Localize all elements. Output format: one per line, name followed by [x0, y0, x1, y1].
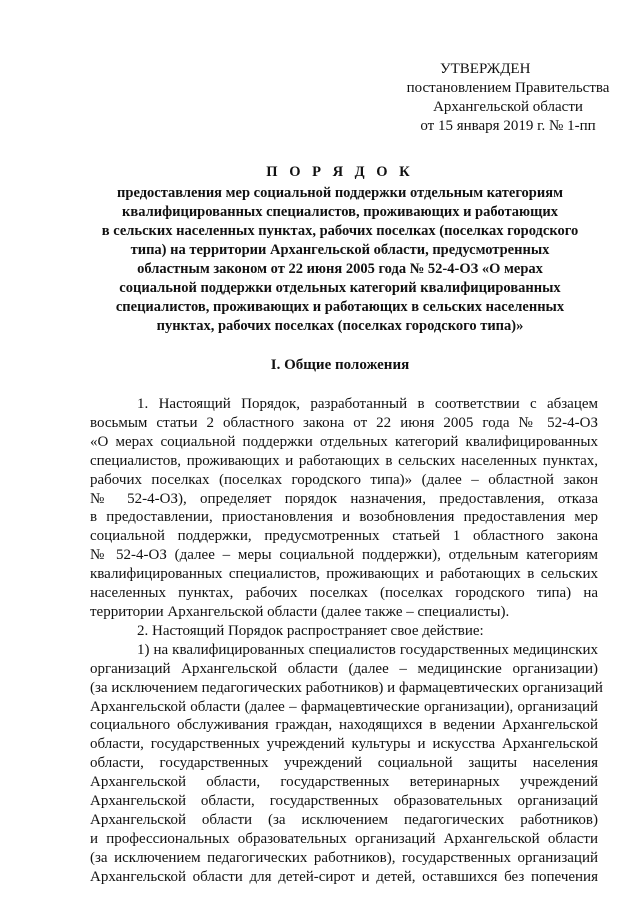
text-line: № 52-4-ОЗ), определяет порядок назначения, предоставления, отказа: [90, 490, 598, 507]
paragraph: [90, 622, 598, 641]
document-subtitle-line: в сельских населенных пунктах, рабочих поселках (поселках городского: [101, 223, 579, 239]
text-line: (за исключением педагогических работников), государственных организаций: [90, 849, 598, 866]
text-line: и профессиональных образовательных организаций Архангельской области: [90, 830, 598, 847]
text-line: социальной поддержки, предусмотренных статьей 1 областного закона: [90, 528, 598, 545]
text-line: «О мерах социальной поддержки отдельных категорий квалифицированных: [90, 433, 598, 450]
paragraph: [90, 641, 603, 887]
text-line: Архангельской области для детей-сирот и детей, оставшихся без попечения: [90, 868, 598, 885]
approval-line: от 15 января 2019 г. № 1-пп: [420, 118, 596, 134]
document-title: [90, 163, 590, 336]
document-subtitle-line: пунктах, рабочих поселках (поселках городского типа)»: [156, 318, 524, 334]
approval-line: Архангельской области: [433, 99, 583, 115]
approval-line: УТВЕРЖДЕН: [440, 61, 531, 77]
document-subtitle-line: квалифицированных специалистов, проживающих и работающих: [122, 204, 558, 220]
text-line: организаций Архангельской области (далее – медицинские организации): [90, 660, 598, 677]
text-line: (за исключением педагогических работников) и фармацевтических организаций: [90, 679, 603, 696]
text-line: социального обслуживания граждан, находящихся в ведении Архангельской: [90, 717, 598, 734]
text-line: квалифицированных специалистов, проживающих и работающих в сельских: [90, 566, 598, 583]
document-subtitle-line: типа) на территории Архангельской области, предусмотренных: [130, 242, 550, 258]
document-body: [90, 395, 603, 887]
approval-stamp: [388, 60, 628, 136]
text-line: территории Архангельской области (далее также – специалисты).: [90, 603, 510, 620]
text-line: населенных пунктах, рабочих поселках (поселках городского типа) на: [90, 585, 598, 602]
text-line: области, государственных учреждений социальной защиты населения: [90, 755, 598, 772]
document-main-title: П О Р Я Д О К: [266, 164, 414, 180]
text-line: № 52-4-ОЗ (далее – меры социальной поддержки), отдельным категориям: [90, 547, 598, 564]
document-subtitle-line: социальной поддержки отдельных категорий квалифицированных: [119, 280, 561, 296]
text-line: 2. Настоящий Порядок распространяет свое действие:: [137, 622, 484, 639]
text-line: 1) на квалифицированных специалистов государственных медицинских: [137, 641, 598, 658]
text-line: в предоставлении, приостановления и возобновления предоставления мер: [90, 509, 598, 526]
text-line: восьмым статьи 2 областного закона от 22 июня 2005 года № 52-4-ОЗ: [90, 414, 598, 431]
section-heading: I. Общие положения: [270, 357, 410, 373]
approval-line: постановлением Правительства: [406, 80, 610, 96]
paragraph: [90, 395, 598, 622]
text-line: специалистов, проживающих и работающих в сельских населенных пунктах,: [90, 452, 598, 469]
text-line: Архангельской области (далее – фармацевтические организации), организаций: [90, 698, 598, 715]
text-line: Архангельской области (за исключением педагогических работников): [90, 811, 598, 828]
document-subtitle-line: специалистов, проживающих и работающих в сельских населенных: [115, 299, 565, 315]
text-line: 1. Настоящий Порядок, разработанный в соответствии с абзацем: [137, 396, 598, 412]
document-subtitle-line: областным законом от 22 июня 2005 года № 52-4-ОЗ «О мерах: [137, 261, 543, 277]
text-line: рабочих поселках (поселках городского типа)» (далее – областной закон: [90, 471, 598, 488]
document-subtitle-line: предоставления мер социальной поддержки отдельным категориям: [117, 185, 563, 201]
text-line: Архангельской области, государственных образовательных организаций: [90, 793, 598, 810]
text-line: Архангельской области, государственных ветеринарных учреждений: [90, 774, 598, 791]
text-line: области, государственных учреждений культуры и искусства Архангельской: [90, 736, 598, 753]
